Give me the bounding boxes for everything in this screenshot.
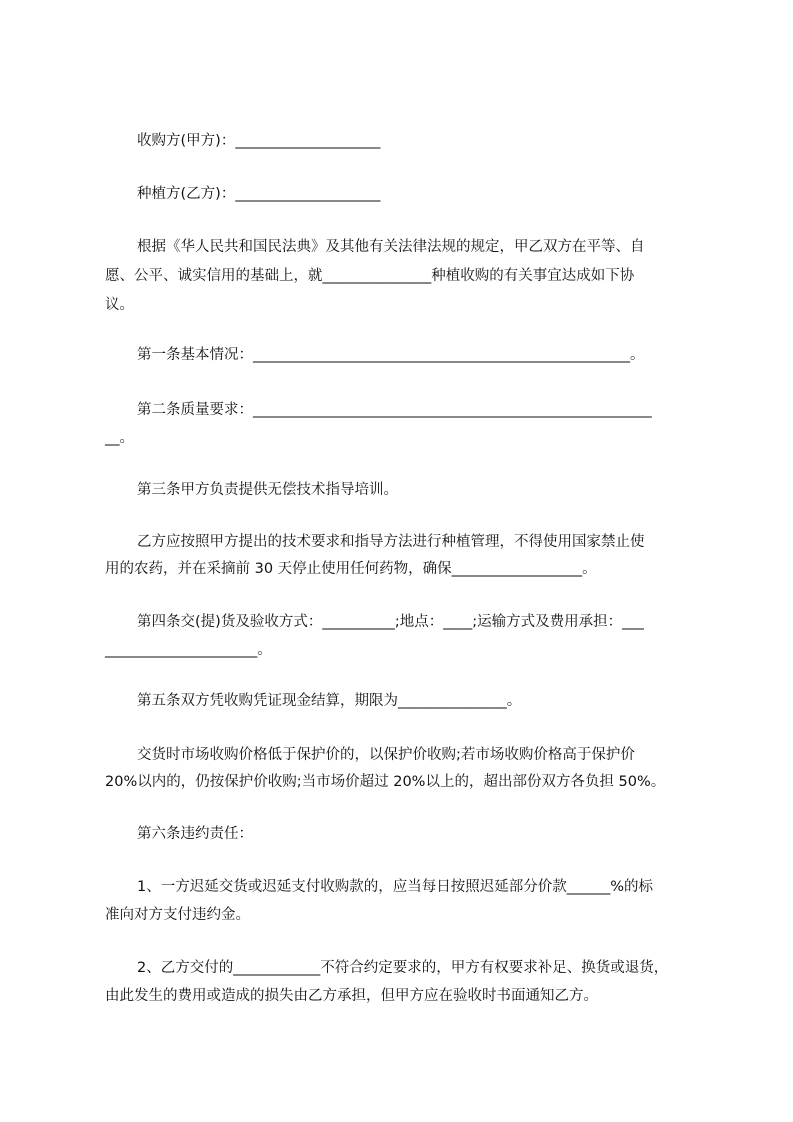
article-3-paragraph-line-2: 用的农药，并在采摘前 30 天停止使用任何药物，确保__________________。 bbox=[105, 561, 597, 577]
article-2-quality-line-1: 第二条质量要求：_______________________________________________________ bbox=[137, 402, 652, 418]
article-3-training: 第三条甲方负责提供无偿技术指导培训。 bbox=[137, 482, 398, 498]
purchaser-party-line: 收购方(甲方)：____________________ bbox=[137, 133, 381, 149]
grower-party-line: 种植方(乙方)：____________________ bbox=[137, 186, 381, 202]
article-6-heading: 第六条违约责任： bbox=[137, 826, 253, 842]
article-5-price-line-2: 20%以内的，仍按保护价收购;当市场价超过 20%以上的，超出部份双方各负担 50%。 bbox=[105, 774, 666, 790]
preamble-line-2: 愿、公平、诚实信用的基础上，就_______________种植收购的有关事宜达成如下协 bbox=[105, 268, 635, 284]
preamble-line-3: 议。 bbox=[105, 297, 134, 313]
article-3-paragraph-line-1: 乙方应按照甲方提出的技术要求和指导方法进行种植管理，不得使用国家禁止使 bbox=[137, 534, 645, 550]
article-6-clause-2-line-2: 由此发生的费用或造成的损失由乙方承担，但甲方应在验收时书面通知乙方。 bbox=[105, 988, 598, 1004]
article-2-quality-line-2: __。 bbox=[105, 430, 134, 446]
article-4-delivery-line-2: _____________________。 bbox=[105, 642, 272, 658]
article-6-clause-2-line-1: 2、乙方交付的____________不符合约定要求的，甲方有权要求补足、换货或退货， bbox=[137, 960, 669, 976]
article-6-clause-1-line-1: 1、一方迟延交货或迟延支付收购款的，应当每日按照迟延部分价款______%的标 bbox=[137, 879, 654, 895]
article-5-settlement: 第五条双方凭收购凭证现金结算，期限为_______________。 bbox=[137, 693, 522, 709]
article-4-delivery-line-1: 第四条交(提)货及验收方式：__________;地点：____;运输方式及费用承担：___ bbox=[137, 614, 644, 630]
article-1-basic-info: 第一条基本情况：____________________________________________________。 bbox=[137, 347, 645, 363]
preamble-line-1: 根据《华人民共和国民法典》及其他有关法律法规的规定，甲乙双方在平等、自 bbox=[137, 239, 645, 255]
article-6-clause-1-line-2: 准向对方支付违约金。 bbox=[105, 907, 250, 923]
article-5-price-line-1: 交货时市场收购价格低于保护价的，以保护价收购;若市场收购价格高于保护价 bbox=[137, 747, 635, 763]
